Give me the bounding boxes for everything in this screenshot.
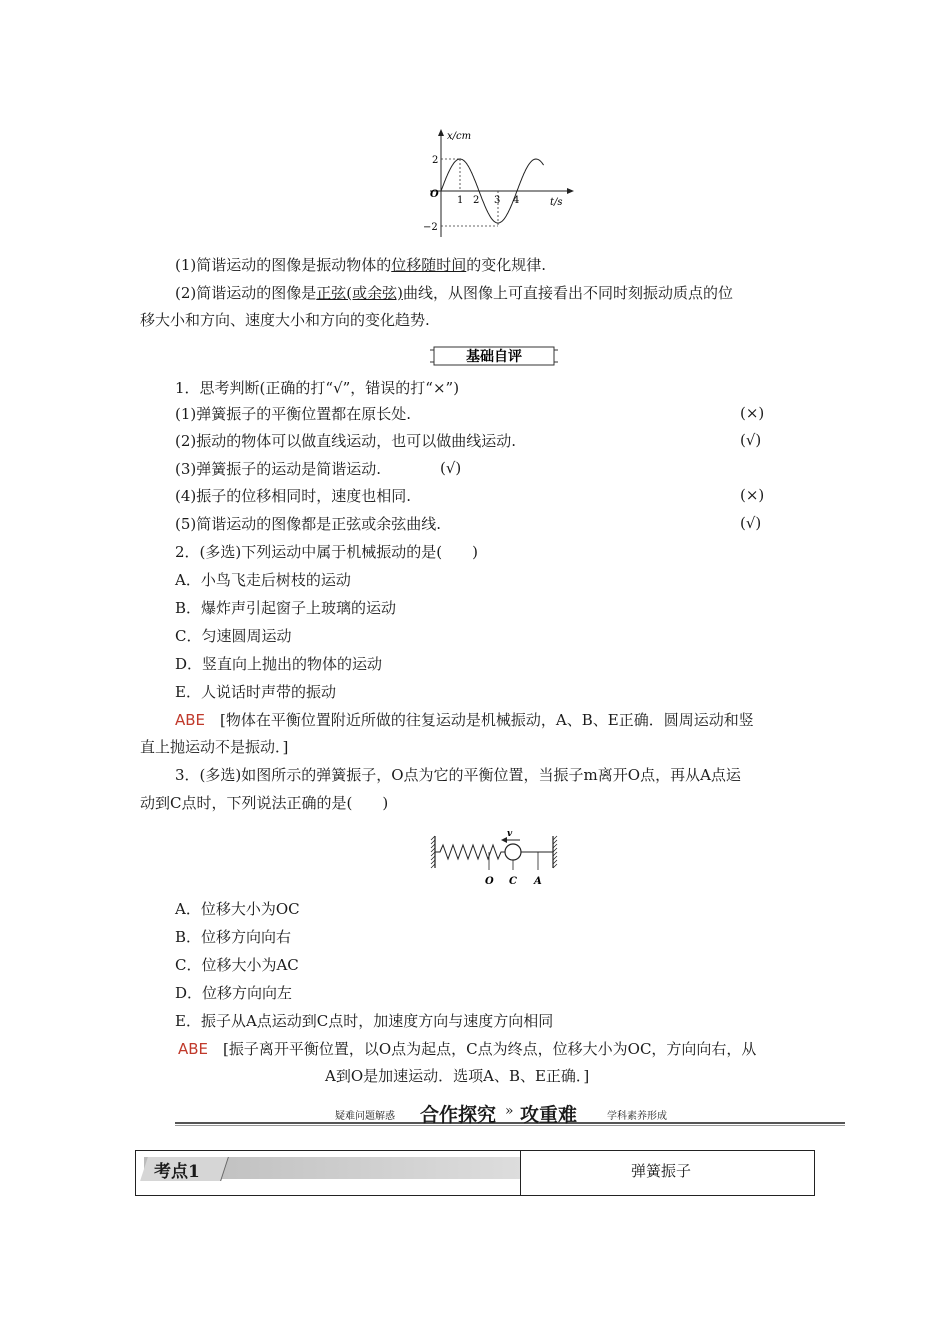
point-c-label: C (509, 876, 517, 887)
intro-paragraph-2: (2)简谐运动的图像是正弦(或余弦)曲线，从图像上可直接看出不同时刻振动质点的位 (175, 284, 733, 302)
cooperative-inquiry-banner (175, 1100, 845, 1126)
q3-option-a: A．位移大小为OC (175, 900, 300, 918)
q3-option-d: D．位移方向向左 (175, 984, 293, 1002)
q3-option-b: B．位移方向向右 (175, 928, 292, 946)
q3-answer-line: ABE [振子离开平衡位置，以O点为起点，C点为终点，位移大小为OC，方向向右，从 (178, 1040, 757, 1058)
q1-mark-3: (√) (440, 459, 462, 477)
q2-option-d: D．竖直向上抛出的物体的运动 (175, 655, 383, 673)
q2-option-b: B．爆炸声引起窗子上玻璃的运动 (175, 599, 397, 617)
q1-item-3: (3)弹簧振子的运动是简谐运动. (175, 460, 382, 478)
q3-option-e: E．振子从A点运动到C点时，加速度方向与速度方向相同 (175, 1012, 554, 1030)
q1-mark-5: (√) (740, 514, 762, 532)
spring-oscillator-figure (430, 826, 560, 888)
intro-paragraph-1: (1)简谐运动的图像是振动物体的位移随时间的变化规律. (175, 256, 547, 274)
q1-mark-4: (×) (740, 486, 765, 504)
point-a-label: A (534, 876, 542, 887)
q3-stem-2: 动到C点时，下列说法正确的是( ) (140, 794, 389, 812)
q1-item-5: (5)简谐运动的图像都是正弦或余弦曲线. (175, 515, 442, 533)
q2-answer: ABE (175, 711, 206, 729)
x-tick-2: 2 (473, 195, 480, 206)
x-tick-1: 1 (457, 195, 464, 206)
q3-explain-cont: A到O是加速运动．选项A、B、E正确．] (325, 1067, 590, 1085)
kaodian-label: 考点1 (154, 1162, 200, 1182)
velocity-label: v (507, 829, 513, 839)
x-tick-3: 3 (494, 195, 501, 206)
origin-label: O (430, 189, 439, 200)
q2-stem: 2．(多选)下列运动中属于机械振动的是( ) (175, 543, 478, 561)
y-tick-2: 2 (432, 155, 439, 166)
q2-option-e: E．人说话时声带的振动 (175, 683, 336, 701)
q3-option-c: C．位移大小为AC (175, 956, 299, 974)
q1-mark-1: (×) (740, 404, 765, 422)
banner-left-text: 疑难问题解惑 (335, 1111, 395, 1122)
q1-mark-2: (√) (740, 431, 762, 449)
q2-explain-cont: 直上抛运动不是振动．] (140, 738, 289, 756)
q2-answer-line: ABE [物体在平衡位置附近所做的往复运动是机械振动，A、B、E正确．圆周运动和竖 (175, 711, 754, 729)
q1-item-4: (4)振子的位移相同时，速度也相同. (175, 487, 412, 505)
x-axis-label: t/s (550, 197, 563, 208)
intro-paragraph-2-cont: 移大小和方向、速度大小和方向的变化趋势. (140, 311, 430, 329)
section-title: 基础自评 (466, 349, 522, 365)
q1-stem: 1．思考判断(正确的打“√”，错误的打“×”) (175, 379, 460, 397)
sine-graph (420, 125, 580, 243)
q3-answer: ABE (178, 1040, 209, 1058)
section-banner (430, 345, 558, 367)
banner-main-1: 合作探究 (420, 1104, 497, 1126)
q2-option-a: A．小鸟飞走后树枝的运动 (175, 571, 351, 589)
y-axis-label: x/cm (447, 131, 472, 142)
y-tick-neg2: −2 (423, 222, 438, 233)
chevron-icon: » (505, 1103, 514, 1119)
q3-stem-1: 3．(多选)如图所示的弹簧振子，O点为它的平衡位置，当振子m离开O点，再从A点运 (175, 766, 741, 784)
q1-item-1: (1)弹簧振子的平衡位置都在原长处. (175, 405, 412, 423)
kaodian-title: 弹簧振子 (631, 1162, 692, 1180)
banner-main-2: 攻重难 (520, 1104, 578, 1126)
point-o-label: O (485, 876, 494, 887)
banner-right-text: 学科素养形成 (607, 1111, 667, 1122)
q1-item-2: (2)振动的物体可以做直线运动，也可以做曲线运动. (175, 432, 517, 450)
kaodian-box (135, 1150, 815, 1196)
q2-option-c: C．匀速圆周运动 (175, 627, 292, 645)
x-tick-4: 4 (513, 195, 520, 206)
